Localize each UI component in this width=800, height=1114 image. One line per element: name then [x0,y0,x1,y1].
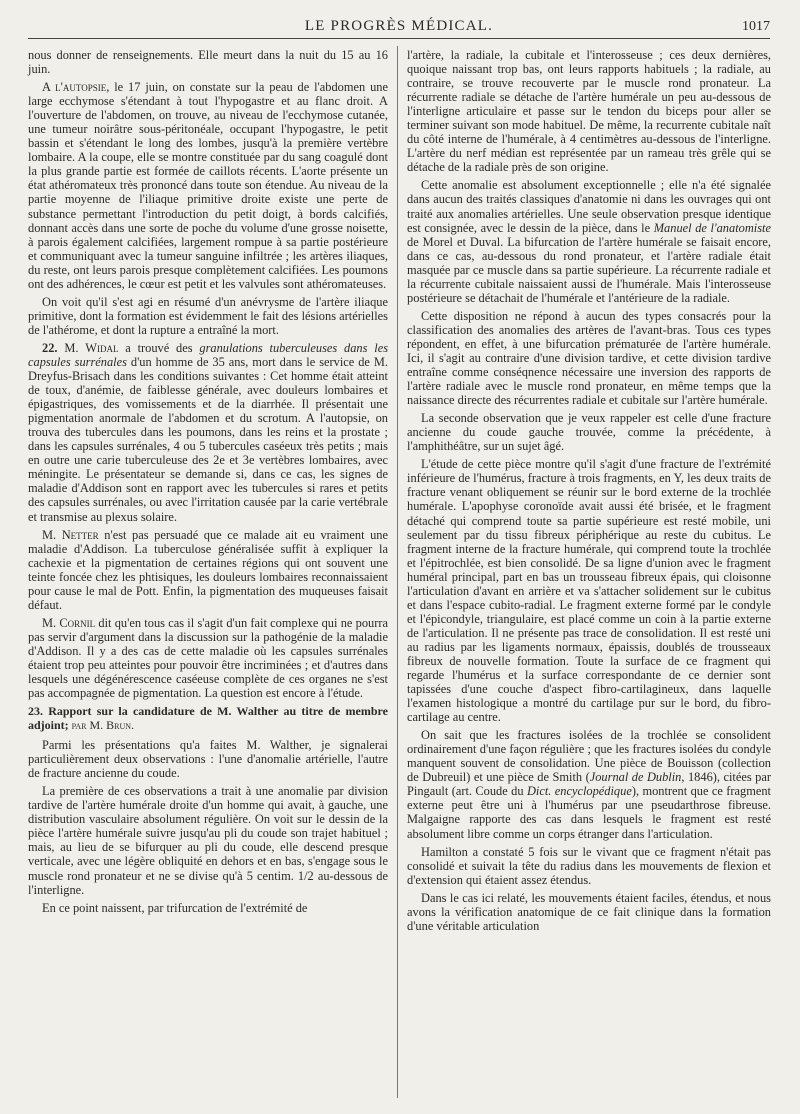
paragraph: nous donner de renseignements. Elle meurt dans la nuit du 15 au 16 juin. [28,48,388,77]
text-run: M. [57,340,86,355]
italic-text: Manuel de l'anatomiste [653,220,771,235]
text-run: M. [42,527,62,542]
paragraph: L'étude de cette pièce montre qu'il s'agit d'une fracture de l'extrémité inférieure de l'humérus, fracture à trois fragments, en Y, les deux traits de fracture venant obliquement se réunir sur le bord externe de la trochlée humérale. L'apophyse coronoïde avait aussi été brisée, et le fragment détaché qui comprend toute sa partie supérieure est resté mobile, uni seulement par du tissu fibreux périphérique au reste du cubitus. Le fragment interne de la fracture humérale, qui comprend toute la trochlée et l'épitrochlée, est bien consolidé. De sa ligne d'union avec le fragment huméral principal, part en bas un trousseau fibreux épais, qui cloisonne l'articulation d'avant en arrière et va s'attacher solidement sur le cubitus et dans l'espace cubito-radial. Le fragment externe formé par le condyle et l'épicondyle, triangulaire, est placé comme un coin à la partie externe de l'articulation. Il ne présente pas trace de consolidation. Il est resté uni au radius par les ligaments normaux, épaissis, doublés de trousseaux fibreux de nouvelle formation. Toute la surface de ce fragment qui regarde l'humérus et la surface correspondante de ce dernier sont tapissées d'une couche d'aspect fibro-cartilagineux, dans laquelle l'examen histologique a montré du cartilage pur sur le bord, du fibro-cartilage au centre. [407,457,771,725]
header-rule [28,38,770,39]
text-run: de Morel et Duval. La bifurcation de l'artère humérale se faisait encore, dans ce cas, au-dessous du rond pronateur, et l'artère radiale était masquée par ce muscle dans sa partie supérieure. La récurrente radiale et la récurrente cubitale naissaient aussi de l'humérale. Mais l'interosseuse postérieure se détachait de l'humérale et l'antérieure de la radiale. [407,234,771,305]
paragraph [28,80,388,291]
author-name: Netter [61,527,99,542]
text-run: M. [42,615,60,630]
paragraph: La première de ces observations a trait à une anomalie par division tardive de l'artère humérale droite d'un homme qui avait, à gauche, une distribution vasculaire absolument régulière. On voit sur le dessin de la pièce l'artère humérale suivre jusqu'au pli du coude son trajet habituel ; mais, au lieu de se bifurquer au pli du coude, elle descend presque verticale, avec une légère obliquité en dehors et en bas, s'engage sous le muscle rond pronateur et ne se divise qu'à 5 centim. 1/2 au-dessous de l'interligne. [28,784,388,897]
column-divider [397,46,398,1098]
text-run: d'un homme de 35 ans, mort dans le service de M. Dreyfus-Brisach dans les conditions suivantes : Cet homme était atteint de toux, d'anémie, de faiblesse générale, avec douleurs lombaires et épigastriques, des vomissements et de la diarrhée. Il présentait une pigmentation anormale de l'abdomen et du scrotum. A l'autopsie, on trouva des tubercules dans les poumons, dans les reins et la prostate ; dans les capsules surrénales, 4 ou 5 tubercules caséeux très petits ; mais en outre une carie tuberculeuse des 2e et 3e vertèbres lombaires, avec méningite. Le présentateur se demande si, dans ce cas, les signes de maladie d'Addison sont en rapport avec les tubercules si rares et petits des capsules surrénales, ou avec l'irritation causée par la carie vertébrale et transmise au plexus solaire. [28,354,388,524]
paragraph: Hamilton a constaté 5 fois sur le vivant que ce fragment n'était pas consolidé et suivait la tête du radius dans les mouvements de flexion et d'extension qui étaient assez étendus. [407,844,771,887]
paragraph: l'artère, la radiale, la cubitale et l'interosseuse ; ces deux dernières, quoique naissant trop bas, ont leurs rapports habituels ; la radiale, au contraire, se trouve recouverte par le muscle rond pronateur. La récurrente radiale se détache de l'artère humérale un peu au-dessous de l'interligne articulaire et passe sur le tendon du biceps pour aller se terminer suivant son mode habituel. De même, la recurrente cubitale naît du côté interne de l'humérale, à 4 centimètres au-dessous de l'interligne. L'artère du nerf médian est représentée par un rameau très grêle qui se détache de la radiale près de son origine. [407,48,771,175]
italic-text: Dict. encyclopédique [526,784,632,799]
paragraph: On voit qu'il s'est agi en résumé d'un anévrysme de l'artère iliaque primitive, dont la formation est évidemment le fait des lésions artérielles de l'athérome, et dont la rupture a entraîné la mort. [28,294,388,337]
text-run: , 1846), citées par Pingault (art. Coude du [407,770,772,799]
page-number: 1017 [742,19,770,34]
text-run: On sait que les fractures isolées de la trochlée se consolident ordinairement d'une façon régulière ; que les fractures isolées du condyle manquent souvent de consolidation. Une pièce de Bouisson (collection de Dubreuil) et une pièce de Smith ( [407,728,771,785]
section-number: 22. [42,340,58,355]
paragraph [28,616,388,700]
page-header [28,16,770,40]
author-name: Cornil [59,615,96,630]
paragraph [28,341,388,524]
text-run: Cette anomalie est absolument exceptionnelle ; elle n'a été signalée dans aucun des traités classiques d'anatomie ni dans les ouvrages qui ont traité aux anomalies artérielles. Une seule observation presque identique est consignée, avec le dessin de la pièce, dans le [407,178,771,235]
paragraph: En ce point naissent, par trifurcation de l'extrémité de [42,900,308,915]
text-run: ), montrent que ce fragment externe peut être uni à l'humérus par une pseudarthrose fibreuse. Malgaigne rapporte des cas dans lesquels le fragment est resté absolument libre comme un corps étranger dans l'articulation. [407,784,771,841]
paragraph [407,728,771,840]
left-column [28,48,388,919]
italic-text: granulations tuberculeuses dans les capsules surrénales [28,340,389,369]
paragraph [28,528,388,612]
paragraph [407,178,771,304]
paragraph: Cette disposition ne répond à aucun des types consacrés pour la classification des anomalies des artères de l'avant-bras. Tous ces types répondent, en effet, à une bifurcation prématurée de l'artère humérale. Ici, il s'agit au contraire d'une division tardive, et cette division tardive entraîne comme conséqnence nécessaire une inversion des rapports de l'artère radiale avec le muscle rond pronateur, en même temps que la naissance directe des récurrentes radiale et cubitale sur l'artère humérale. [407,308,771,408]
section-author: par M. Brun. [68,718,135,733]
paragraph: La seconde observation que je veux rappeler est celle d'une fracture ancienne du coude gauche trouvée, comme la précédente, à l'amphithéâtre, sur un sujet âgé. [407,411,771,454]
italic-text: Journal de Dublin [589,770,682,785]
journal-title: LE PROGRÈS MÉDICAL. [304,18,494,34]
text-run: a trouvé des [118,340,200,355]
text-run: dit qu'en tous cas il s'agit d'un fait complexe qui ne pourra pas servir d'argument dans la discussion sur la pathogénie de la maladie d'Addison. Il y a des cas de cette maladie où les capsules surrénales étaient trop peu atteintes pour pouvoir être incriminées ; et d'autres dans lesquels une dégénérescence caséeuse complète de ces organes ne s'est pas accompagnée de pigmentation. La question est encore à l'étude. [28,615,388,701]
text-run: n'est pas persuadé que ce malade ait eu vraiment une maladie d'Addison. La tuberculose généralisée suffit à expliquer la cachexie et la pigmentation de certaines régions qui ont souvent une teinte foncée chez les phtisiques, les douleurs lombaires reconnaissaient pour cause le mal de Pott. Enfin, la pigmentation des muqueuses faisait défaut. [28,527,389,612]
author-name: Widal [85,340,119,355]
paragraph: Dans le cas ici relaté, les mouvements étaient faciles, étendus, et nous avons la vérification anatomique de ce fait clinique dans la formation d'une véritable articulation [407,890,771,933]
right-column [407,48,771,937]
section-heading [28,704,388,732]
paragraph: Parmi les présentations qu'a faites M. Walther, je signalerai particulièrement deux observations : l'une d'anomalie artérielle, l'autre de fracture ancienne du coude. [28,738,388,781]
section-title: 23. Rapport sur la candidature de M. Walther au titre de membre adjoint; [28,704,388,733]
run-in-lead: A l'autopsie [42,80,107,95]
paragraph-text: , le 17 juin, on constate sur la peau de l'abdomen une large ecchymose s'étendant à tout l'hypogastre et au flanc droit. A l'ouverture de l'abdomen, on trouve, au niveau de l'ecchymose cutanée, une tumeur noirâtre sous-péritonéale, occupant l'hypogastre, le petit bassin et s'étendant le long des lombes, jusqu'à la première vertèbre lombaire. A la coupe, elle se montre constituée par du sang coagulé dont la plus grande partie est formée de caillots récents. L'aorte présente un état athéromateux très prononcé dans toute son étendue. Au niveau de la partie moyenne de l'iliaque primitive droite existe une perte de substance permettant l'introduction du petit doigt, à bords calcifiés, donnant accès dans une sorte de poche du volume d'une grosse noisette, à parois également calcifiées, largement rompue à sa partie postérieure et communiquant avec la tumeur sanguine infiltrée ; les artères iliaques, du reste, ont leurs parois presque complètement calcifiées. Les poumons ont des adhérences, le cœur est petit et les valvules sont athéromateuses. [28,80,388,291]
